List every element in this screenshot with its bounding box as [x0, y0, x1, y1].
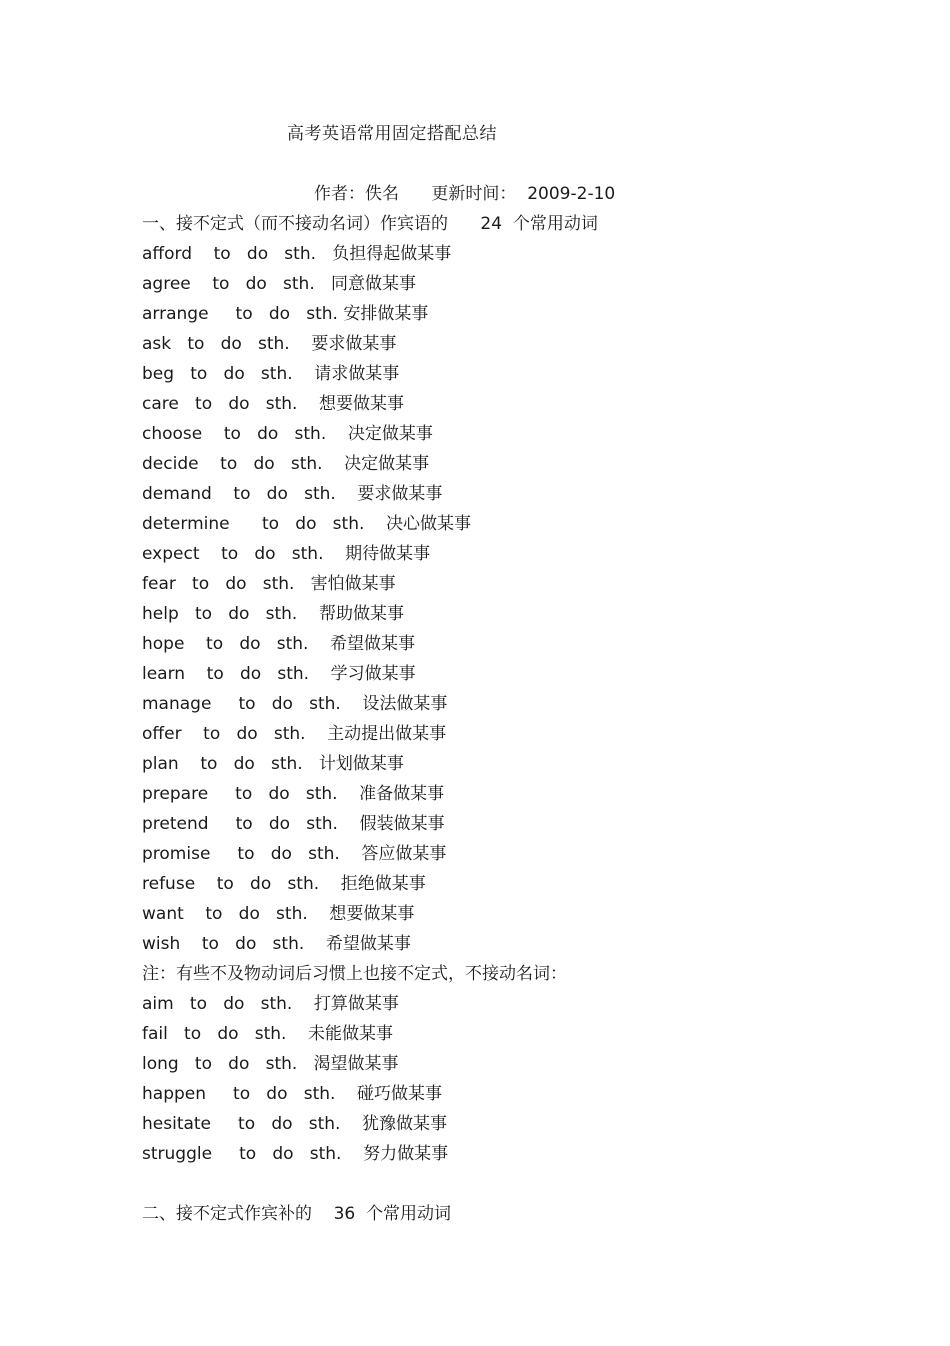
- list-item: demand to do sth. 要求做某事: [142, 484, 443, 504]
- list-item: want to do sth. 想要做某事: [142, 904, 415, 924]
- note-item: struggle to do sth. 努力做某事: [142, 1144, 449, 1164]
- list-item: refuse to do sth. 拒绝做某事: [142, 874, 426, 894]
- section-heading: 二、接不定式作宾补的 36 个常用动词: [142, 1204, 452, 1224]
- list-item: ask to do sth. 要求做某事: [142, 334, 397, 354]
- list-item: expect to do sth. 期待做某事: [142, 544, 431, 564]
- list-item: promise to do sth. 答应做某事: [142, 844, 447, 864]
- list-item: determine to do sth. 决心做某事: [142, 514, 472, 534]
- note-item: fail to do sth. 未能做某事: [142, 1024, 394, 1044]
- list-item: beg to do sth. 请求做某事: [142, 364, 400, 384]
- list-item: agree to do sth. 同意做某事: [142, 274, 416, 294]
- list-item: decide to do sth. 决定做某事: [142, 454, 430, 474]
- list-item: care to do sth. 想要做某事: [142, 394, 405, 414]
- list-item: plan to do sth. 计划做某事: [142, 754, 404, 774]
- list-item: manage to do sth. 设法做某事: [142, 694, 448, 714]
- list-item: pretend to do sth. 假装做某事: [142, 814, 445, 834]
- list-item: hope to do sth. 希望做某事: [142, 634, 416, 654]
- list-item: arrange to do sth. 安排做某事: [142, 304, 429, 324]
- note-item: long to do sth. 渴望做某事: [142, 1054, 399, 1074]
- list-item: afford to do sth. 负担得起做某事: [142, 244, 452, 264]
- note-line: 注：有些不及物动词后习惯上也接不定式，不接动名词：: [142, 964, 567, 984]
- list-item: fear to do sth. 害怕做某事: [142, 574, 396, 594]
- list-item: learn to do sth. 学习做某事: [142, 664, 416, 684]
- list-item: help to do sth. 帮助做某事: [142, 604, 404, 624]
- section-heading: 一、接不定式（而不接动名词）作宾语的 24 个常用动词: [142, 214, 598, 234]
- list-item: offer to do sth. 主动提出做某事: [142, 724, 447, 744]
- note-item: happen to do sth. 碰巧做某事: [142, 1084, 443, 1104]
- note-item: hesitate to do sth. 犹豫做某事: [142, 1114, 448, 1134]
- note-item: aim to do sth. 打算做某事: [142, 994, 399, 1014]
- list-item: prepare to do sth. 准备做某事: [142, 784, 445, 804]
- list-item: choose to do sth. 决定做某事: [142, 424, 433, 444]
- document-title: 高考英语常用固定搭配总结: [287, 124, 497, 144]
- list-item: wish to do sth. 希望做某事: [142, 934, 411, 954]
- document-body: [142, 212, 598, 1232]
- author-date-line: 作者：佚名 更新时间： 2009-2-10: [314, 184, 616, 204]
